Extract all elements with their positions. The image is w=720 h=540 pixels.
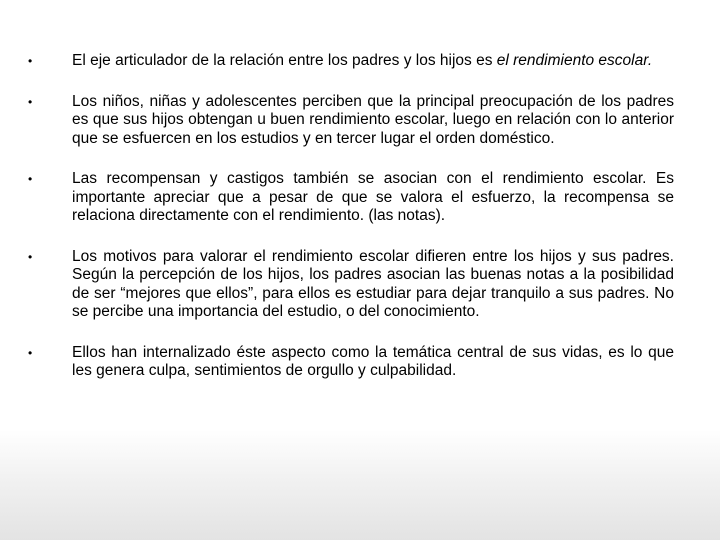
bullet-item (28, 344, 674, 381)
bullet-text: El eje articulador de la relación entre los padres y los hijos es (72, 52, 497, 69)
bullet-text: Los niños, niñas y adolescentes perciben que la principal preocupación de los padres es que sus hijos obtengan u buen rendimiento escolar, luego en relación con lo anterior que se esfuercen en los estudios y en tercer lugar el orden doméstico. (72, 92, 674, 147)
bullet-emphasis-text: el rendimiento escolar. (496, 52, 653, 69)
bullet-icon: • (28, 249, 33, 264)
bullet-text: Los motivos para valorar el rendimiento escolar difieren entre los hijos y sus padres. Según la percepción de los hijos, los padres asocian las buenas notas a la posibilidad de ser “mejores que ellos”, para ellos es estudiar para dejar tranquilo a sus padres. No se percibe una importancia del estudio, o del conocimiento. (72, 247, 674, 320)
bullet-text: Las recompensan y castigos también se asocian con el rendimiento escolar. Es importante apreciar que a pesar de que se valora el esfuerzo, la recompensa se relaciona directamente con el rendimiento. (las notas). (72, 170, 674, 224)
bullet-text: Ellos han internalizado éste aspecto como la temática central de sus vidas, es lo que les genera culpa, sentimientos de orgullo y culpabilidad. (72, 343, 674, 379)
bullet-icon: • (28, 172, 33, 186)
bullet-item (28, 93, 674, 149)
bullet-item (28, 170, 674, 226)
bullet-item (28, 248, 674, 322)
bullet-list (28, 52, 674, 403)
bullet-item (28, 52, 674, 71)
bullet-icon: • (28, 345, 33, 360)
bullet-icon: • (28, 54, 33, 68)
bullet-icon: • (28, 94, 33, 109)
